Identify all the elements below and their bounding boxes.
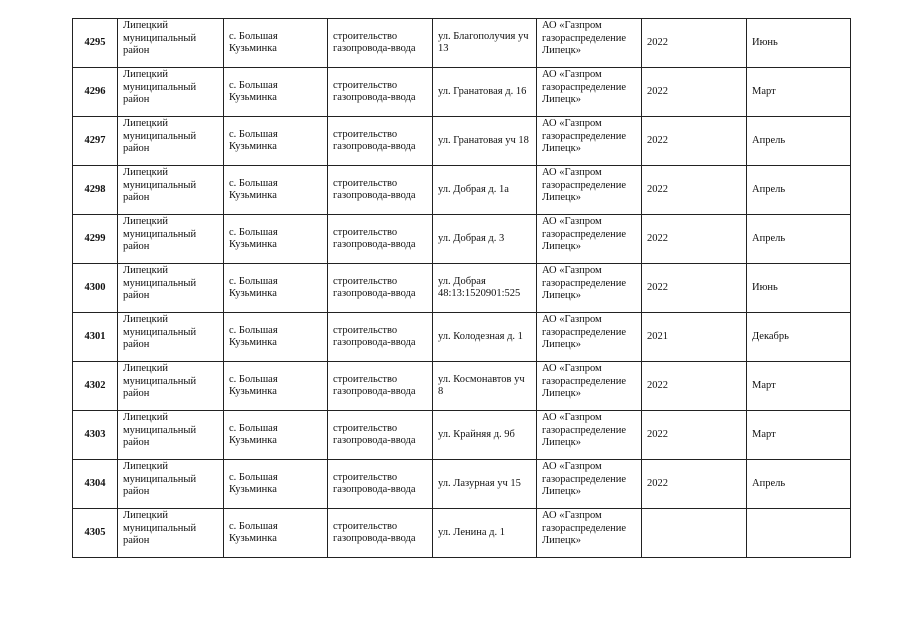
month-cell: Апрель xyxy=(747,117,851,166)
organization-cell: АО «Газпром газораспределение Липецк» xyxy=(537,313,642,362)
locality-cell: с. Большая Кузьминка xyxy=(224,117,328,166)
month-cell xyxy=(747,509,851,558)
locality-cell: с. Большая Кузьминка xyxy=(224,411,328,460)
row-number: 4299 xyxy=(73,215,118,264)
month-cell: Июнь xyxy=(747,19,851,68)
district-cell: Липецкий муниципальный район xyxy=(118,509,224,558)
work-type-cell: строительство газопровода-ввода xyxy=(328,68,433,117)
month-cell: Апрель xyxy=(747,166,851,215)
organization-cell: АО «Газпром газораспределение Липецк» xyxy=(537,215,642,264)
row-number: 4303 xyxy=(73,411,118,460)
row-number: 4301 xyxy=(73,313,118,362)
work-type-cell: строительство газопровода-ввода xyxy=(328,264,433,313)
table-row xyxy=(73,68,851,117)
table-row xyxy=(73,313,851,362)
organization-cell: АО «Газпром газораспределение Липецк» xyxy=(537,509,642,558)
locality-cell: с. Большая Кузьминка xyxy=(224,166,328,215)
row-number: 4296 xyxy=(73,68,118,117)
table-row xyxy=(73,411,851,460)
district-cell: Липецкий муниципальный район xyxy=(118,411,224,460)
address-cell: ул. Космонавтов уч 8 xyxy=(433,362,537,411)
address-cell: ул. Ленина д. 1 xyxy=(433,509,537,558)
district-cell: Липецкий муниципальный район xyxy=(118,362,224,411)
organization-cell: АО «Газпром газораспределение Липецк» xyxy=(537,68,642,117)
organization-cell: АО «Газпром газораспределение Липецк» xyxy=(537,460,642,509)
month-cell: Апрель xyxy=(747,215,851,264)
district-cell: Липецкий муниципальный район xyxy=(118,460,224,509)
month-cell: Апрель xyxy=(747,460,851,509)
locality-cell: с. Большая Кузьминка xyxy=(224,313,328,362)
table-row xyxy=(73,362,851,411)
work-type-cell: строительство газопровода-ввода xyxy=(328,509,433,558)
district-cell: Липецкий муниципальный район xyxy=(118,264,224,313)
work-type-cell: строительство газопровода-ввода xyxy=(328,215,433,264)
work-type-cell: строительство газопровода-ввода xyxy=(328,460,433,509)
work-type-cell: строительство газопровода-ввода xyxy=(328,166,433,215)
month-cell: Декабрь xyxy=(747,313,851,362)
address-cell: ул. Добрая 48:13:1520901:525 xyxy=(433,264,537,313)
row-number: 4295 xyxy=(73,19,118,68)
organization-cell: АО «Газпром газораспределение Липецк» xyxy=(537,264,642,313)
address-cell: ул. Гранатовая уч 18 xyxy=(433,117,537,166)
organization-cell: АО «Газпром газораспределение Липецк» xyxy=(537,19,642,68)
month-cell: Март xyxy=(747,411,851,460)
row-number: 4300 xyxy=(73,264,118,313)
month-cell: Март xyxy=(747,362,851,411)
work-type-cell: строительство газопровода-ввода xyxy=(328,411,433,460)
organization-cell: АО «Газпром газораспределение Липецк» xyxy=(537,117,642,166)
address-cell: ул. Колодезная д. 1 xyxy=(433,313,537,362)
month-cell: Март xyxy=(747,68,851,117)
row-number: 4302 xyxy=(73,362,118,411)
work-type-cell: строительство газопровода-ввода xyxy=(328,19,433,68)
locality-cell: с. Большая Кузьминка xyxy=(224,509,328,558)
locality-cell: с. Большая Кузьминка xyxy=(224,460,328,509)
organization-cell: АО «Газпром газораспределение Липецк» xyxy=(537,166,642,215)
locality-cell: с. Большая Кузьминка xyxy=(224,19,328,68)
address-cell: ул. Крайняя д. 9б xyxy=(433,411,537,460)
year-cell: 2022 xyxy=(642,166,747,215)
table-row xyxy=(73,509,851,558)
organization-cell: АО «Газпром газораспределение Липецк» xyxy=(537,362,642,411)
district-cell: Липецкий муниципальный район xyxy=(118,313,224,362)
locality-cell: с. Большая Кузьминка xyxy=(224,68,328,117)
district-cell: Липецкий муниципальный район xyxy=(118,117,224,166)
year-cell: 2022 xyxy=(642,117,747,166)
table-row xyxy=(73,215,851,264)
year-cell: 2021 xyxy=(642,313,747,362)
row-number: 4305 xyxy=(73,509,118,558)
district-cell: Липецкий муниципальный район xyxy=(118,19,224,68)
work-type-cell: строительство газопровода-ввода xyxy=(328,117,433,166)
row-number: 4298 xyxy=(73,166,118,215)
table-row xyxy=(73,19,851,68)
address-cell: ул. Добрая д. 1а xyxy=(433,166,537,215)
work-type-cell: строительство газопровода-ввода xyxy=(328,313,433,362)
district-cell: Липецкий муниципальный район xyxy=(118,215,224,264)
year-cell: 2022 xyxy=(642,68,747,117)
locality-cell: с. Большая Кузьминка xyxy=(224,215,328,264)
address-cell: ул. Добрая д. 3 xyxy=(433,215,537,264)
district-cell: Липецкий муниципальный район xyxy=(118,68,224,117)
table-row xyxy=(73,166,851,215)
address-cell: ул. Благополучия уч 13 xyxy=(433,19,537,68)
year-cell: 2022 xyxy=(642,215,747,264)
table-row xyxy=(73,117,851,166)
organization-cell: АО «Газпром газораспределение Липецк» xyxy=(537,411,642,460)
table-body xyxy=(73,19,851,558)
month-cell: Июнь xyxy=(747,264,851,313)
locality-cell: с. Большая Кузьминка xyxy=(224,264,328,313)
year-cell: 2022 xyxy=(642,362,747,411)
year-cell xyxy=(642,509,747,558)
works-table xyxy=(72,18,851,558)
year-cell: 2022 xyxy=(642,411,747,460)
address-cell: ул. Гранатовая д. 16 xyxy=(433,68,537,117)
year-cell: 2022 xyxy=(642,460,747,509)
year-cell: 2022 xyxy=(642,19,747,68)
row-number: 4304 xyxy=(73,460,118,509)
year-cell: 2022 xyxy=(642,264,747,313)
row-number: 4297 xyxy=(73,117,118,166)
table-row xyxy=(73,460,851,509)
table-row xyxy=(73,264,851,313)
locality-cell: с. Большая Кузьминка xyxy=(224,362,328,411)
work-type-cell: строительство газопровода-ввода xyxy=(328,362,433,411)
district-cell: Липецкий муниципальный район xyxy=(118,166,224,215)
address-cell: ул. Лазурная уч 15 xyxy=(433,460,537,509)
